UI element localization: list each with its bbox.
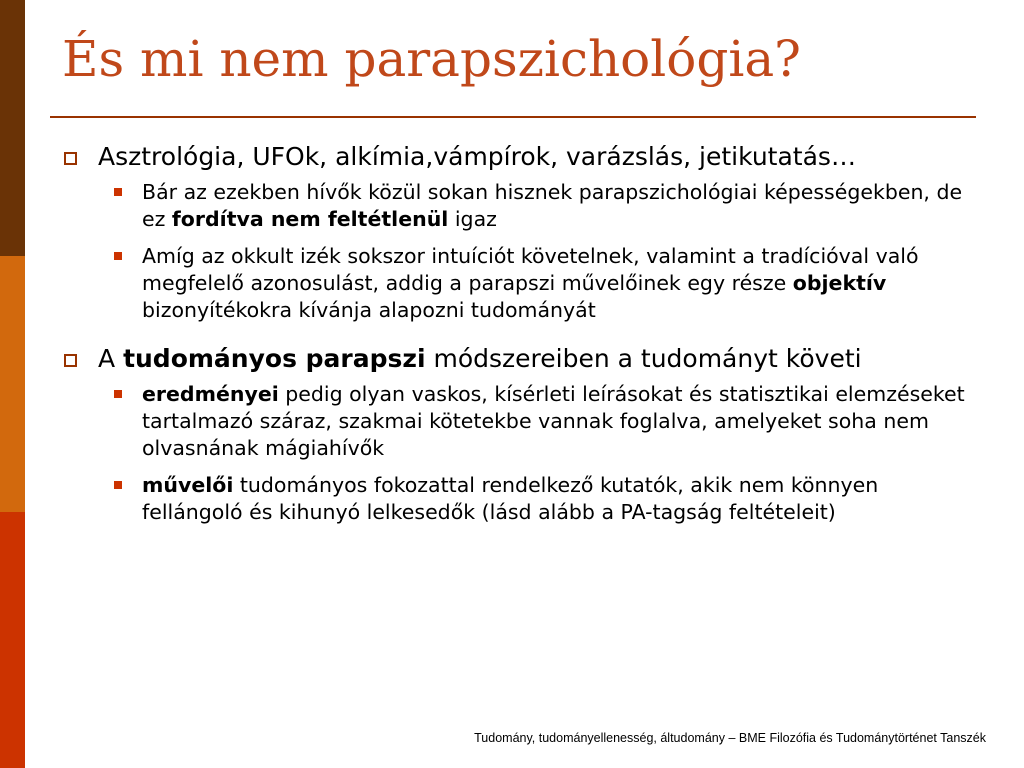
- sub-bullet-results: [108, 381, 972, 462]
- bullet-text: A: [98, 344, 124, 373]
- bullet-bold-text: tudományos parapszi: [123, 344, 426, 373]
- sub-bullet-bold-text: fordítva nem feltétlenül: [171, 207, 449, 231]
- hollow-square-bullet-icon: [64, 354, 77, 367]
- accent-bar-bottom: [0, 512, 25, 768]
- sub-bullet-text: Bár az ezekben hívők közül sokan hisznek parapszichológiai képességekben, de ez: [142, 180, 963, 231]
- title-divider: [50, 116, 976, 118]
- sub-bullet-bold-text: művelői: [142, 473, 234, 497]
- slide-footer: Tudomány, tudományellenesség, áltudomány – BME Filozófia és Tudománytörténet Tanszék: [474, 731, 986, 745]
- bullet-text: módszereiben a tudományt követi: [425, 344, 862, 373]
- slide-content: [62, 140, 972, 536]
- filled-square-bullet-icon: [114, 188, 122, 196]
- sub-bullet-text: igaz: [448, 207, 497, 231]
- bullet-text: Asztrológia, UFOk, alkímia,vámpírok, varázslás, jetikutatás…: [98, 142, 856, 171]
- sub-bullet-text: tudományos fokozattal rendelkező kutatók, akik nem könnyen fellángoló és kihunyó lelkesedők (lásd alább a PA-tagság feltételeit): [142, 473, 879, 524]
- filled-square-bullet-icon: [114, 390, 122, 398]
- sub-bullet-text: bizonyítékokra kívánja alapozni tudományát: [142, 298, 596, 322]
- bullet-scientific-parapsychology: [62, 342, 972, 375]
- slide-title: És mi nem parapszichológia?: [62, 30, 801, 88]
- sub-bullet-practitioners: [108, 472, 972, 526]
- accent-bar-middle: [0, 256, 25, 512]
- filled-square-bullet-icon: [114, 252, 122, 260]
- sub-bullet-text: pedig olyan vaskos, kísérleti leírásokat és statisztikai elemzéseket tartalmazó száraz, szakmai kötetekbe vannak foglalva, amelyeket soha nem olvasnának mágiahívők: [142, 382, 965, 460]
- bullet-pseudo-fields: [62, 140, 972, 173]
- sub-bullet-bold-text: objektív: [792, 271, 887, 295]
- sub-bullet-believers: [108, 179, 972, 233]
- hollow-square-bullet-icon: [64, 152, 77, 165]
- sub-bullet-text: Amíg az okkult izék sokszor intuíciót követelnek, valamint a tradícióval való megfelelő azonosulást, addig a parapszi művelőinek egy része: [142, 244, 919, 295]
- sub-bullet-occult-vs-objective: [108, 243, 972, 324]
- sub-bullet-bold-text: eredményei: [142, 382, 279, 406]
- accent-bar-top: [0, 0, 25, 256]
- filled-square-bullet-icon: [114, 481, 122, 489]
